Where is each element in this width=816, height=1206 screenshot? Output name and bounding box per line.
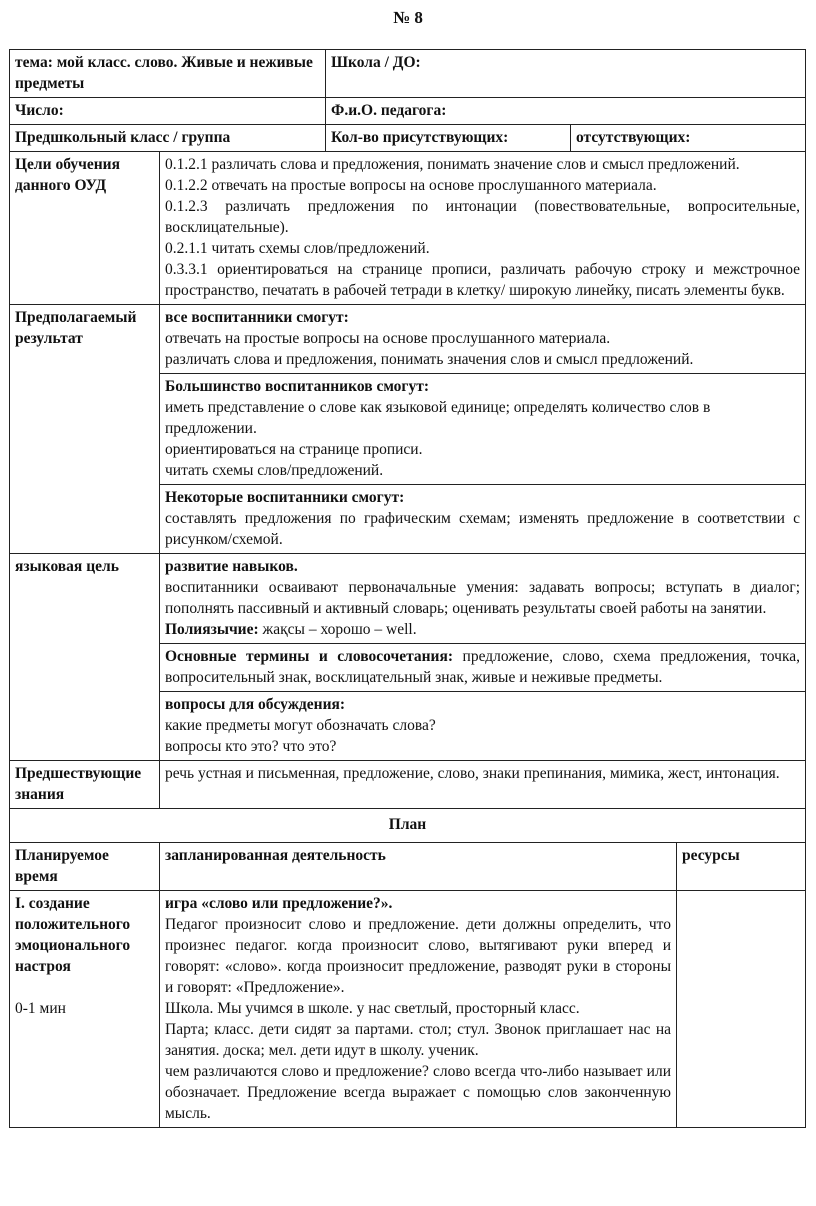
col-time: Планируемое время [10, 843, 160, 891]
question-item: какие предметы могут обозначать слова? [165, 717, 436, 734]
row-topic [10, 50, 806, 98]
group-cell: Предшкольный класс / группа [10, 125, 326, 152]
stage-time: 0-1 мин [15, 1000, 66, 1017]
col-resources: ресурсы [677, 843, 806, 891]
page-number: № 8 [393, 8, 423, 27]
language-skills [160, 554, 806, 644]
goals-label: Цели обучения данного ОУД [10, 152, 160, 305]
prior-text: речь устная и письменная, предложение, слово, знаки препинания, мимика, жест, интонация. [160, 761, 806, 809]
school-cell: Школа / ДО: [326, 50, 806, 98]
result-line: различать слова и предложения, понимать значения слов и смысл предложений. [165, 351, 694, 368]
goal-item: 0.1.2.2 отвечать на простые вопросы на основе прослушанного материала. [165, 177, 657, 194]
stage-cell [10, 891, 160, 1128]
result-most-title: Большинство воспитанников смогут: [165, 378, 429, 395]
col-activity: запланированная деятельность [160, 843, 677, 891]
skills-text: воспитанники осваивают первоначальные умения: задавать вопросы; вступать в диалог; пополнять пассивный и активный словарь; оценивать результаты своей работы на занятии. [165, 579, 801, 617]
result-line: читать схемы слов/предложений. [165, 462, 384, 479]
goals-content [160, 152, 806, 305]
row-goals [10, 152, 806, 305]
row-result-all [10, 305, 806, 374]
activity-line: Парта; класс. дети сидят за партами. стол; стул. Звонок приглашает нас на занятия. доска; мел. дети идут в школу. ученик. [165, 1021, 672, 1059]
goal-item: 0.3.3.1 ориентироваться на странице прописи, различать рабочую строку и межстрочное пространство, печатать в рабочей тетради в клетку/ широкую линейку, писать элементы букв. [165, 261, 801, 299]
activity-cell [160, 891, 677, 1128]
terms-label: Основные термины и словосочетания: [165, 648, 454, 665]
result-most [160, 374, 806, 485]
question-item: вопросы кто это? что это? [165, 738, 337, 755]
row-group [10, 125, 806, 152]
date-cell: Число: [10, 98, 326, 125]
goal-item: 0.1.2.1 различать слова и предложения, понимать значение слов и смысл предложений. [165, 156, 740, 173]
result-line: иметь представление о слове как языковой единице; определять количество слов в предложении. [165, 399, 711, 437]
result-all-title: все воспитанники смогут: [165, 309, 349, 326]
row-prior [10, 761, 806, 809]
goal-item: 0.2.1.1 читать схемы слов/предложений. [165, 240, 430, 257]
resources-cell [677, 891, 806, 1128]
row-plan-title [10, 809, 806, 843]
row-date [10, 98, 806, 125]
result-all [160, 305, 806, 374]
questions-title: вопросы для обсуждения: [165, 696, 346, 713]
result-label: Предполагаемый результат [10, 305, 160, 554]
present-cell: Кол-во присутствующих: [326, 125, 571, 152]
activity-line: Школа. Мы учимся в школе. у нас светлый, просторный класс. [165, 1000, 580, 1017]
row-language-skills [10, 554, 806, 644]
lesson-plan-table [9, 49, 806, 1128]
activity-line: чем различаются слово и предложение? слово всегда что-либо называет или обозначает. Предложение всегда выражает с помощью слов законченную мысль. [165, 1063, 672, 1122]
prior-label: Предшествующие знания [10, 761, 160, 809]
language-terms [160, 644, 806, 692]
stage-label: I. создание положительного эмоционального настроя [15, 895, 131, 975]
plan-title: План [10, 809, 806, 843]
topic-cell: тема: мой класс. слово. Живые и неживые предметы [10, 50, 326, 98]
result-line: отвечать на простые вопросы на основе прослушанного материала. [165, 330, 611, 347]
poly-text: жақсы – хорошо – well. [258, 621, 417, 638]
activity-title: игра «слово или предложение?». [165, 895, 393, 912]
result-some-title: Некоторые воспитанники смогут: [165, 489, 405, 506]
row-plan-stage [10, 891, 806, 1128]
row-plan-header [10, 843, 806, 891]
terms-text: предложение, слово, схема предложения, точка, вопросительный знак, восклицательный знак, живые и неживые предметы. [165, 648, 801, 686]
language-questions [160, 692, 806, 761]
language-label: языковая цель [10, 554, 160, 761]
poly-label: Полиязычие: [165, 621, 259, 638]
result-line: составлять предложения по графическим схемам; изменять предложение в соответствии с рисунком/схемой. [165, 510, 801, 548]
teacher-cell: Ф.и.О. педагога: [326, 98, 806, 125]
absent-cell: отсутствующих: [571, 125, 806, 152]
polylingual-line [165, 619, 800, 640]
skills-title: развитие навыков. [165, 558, 298, 575]
activity-line: Педагог произносит слово и предложение. дети должны определить, что произнес педагог. когда произносит слово, вытягивают руки вперед и говорят: «слово». когда произносит предложение, разводят руки в стороны и говорят: «Предложение». [165, 916, 672, 996]
result-line: ориентироваться на странице прописи. [165, 441, 423, 458]
result-some [160, 485, 806, 554]
goal-item: 0.1.2.3 различать предложения по интонации (повествовательные, вопросительные, восклицательные). [165, 198, 801, 236]
